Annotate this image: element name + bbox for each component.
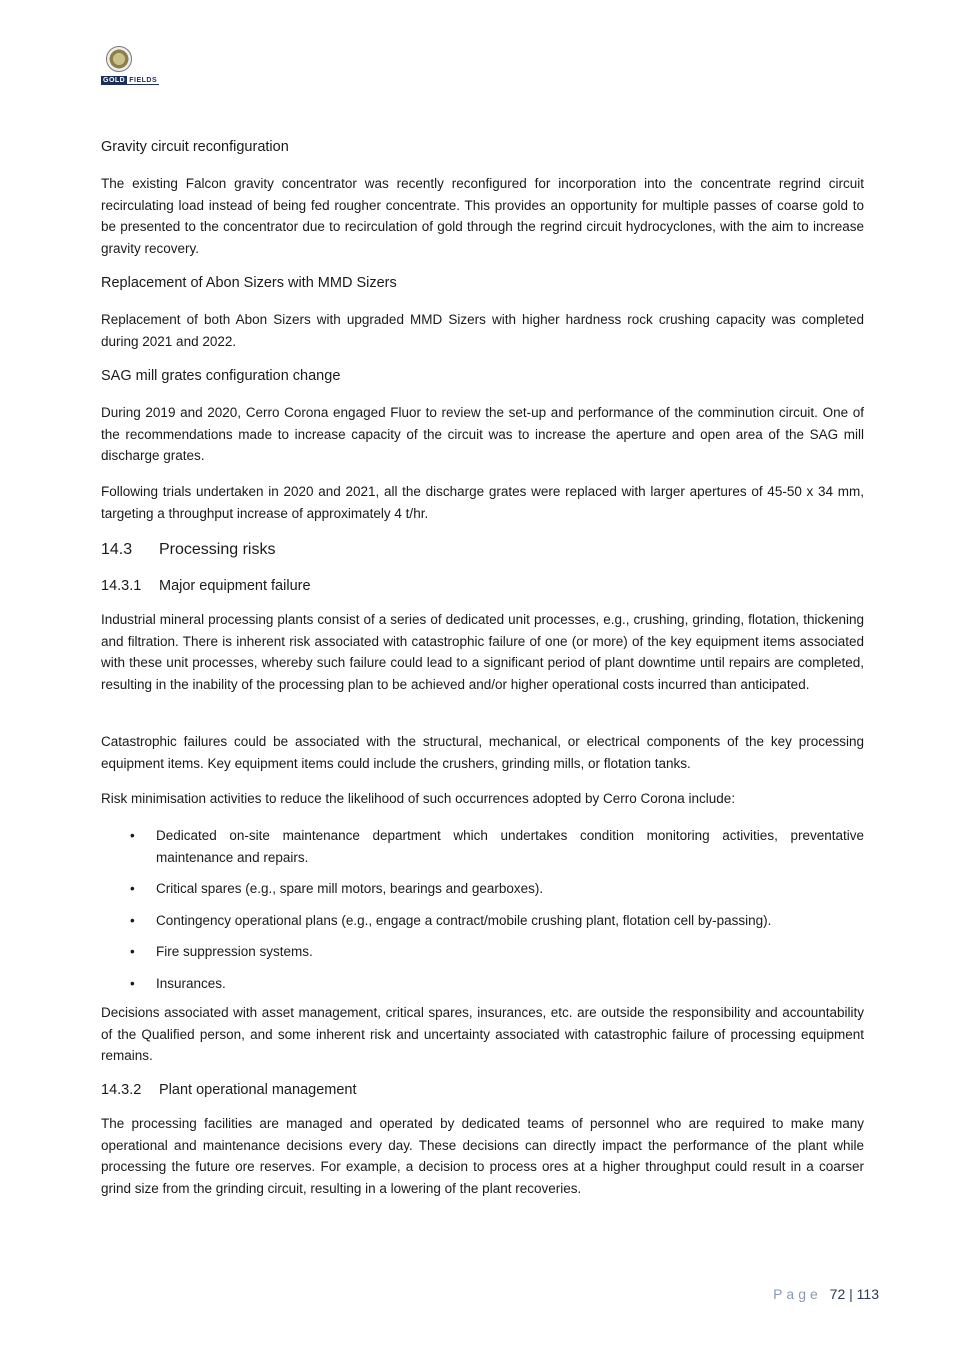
section-number: 14.3.1 [101, 578, 142, 594]
section-number: 14.3 [101, 541, 133, 558]
heading-14-3-1 [101, 578, 311, 594]
page-total: 113 [856, 1286, 879, 1302]
section-title: Major equipment failure [159, 578, 311, 594]
section-number: 14.3.2 [101, 1082, 142, 1098]
list-item: • Contingency operational plans (e.g., engage a contract/mobile crushing plant, flotation cell by-passing). [101, 910, 864, 932]
paragraph: Replacement of both Abon Sizers with upgraded MMD Sizers with higher hardness rock crushing capacity was completed during 2021 and 2022. [101, 312, 864, 349]
paragraph: During 2019 and 2020, Cerro Corona engaged Fluor to review the set-up and performance of the comminution circuit. One of the recommendations made to increase capacity of the circuit was to increase the aperture and open area of the SAG mill discharge grates. [101, 405, 864, 463]
heading-gravity: Gravity circuit reconfiguration [101, 139, 289, 155]
list-item: • Insurances. [101, 973, 864, 995]
paragraph: The existing Falcon gravity concentrator was recently reconfigured for incorporation into the concentrate regrind circuit recirculating load instead of being fed rougher concentrate. This provides an opportunity for multiple passes of coarse gold to be presented to the concentrator due to recirculation of gold through the regrind circuit hydrocyclones, with the aim to increase gravity recovery. [101, 176, 864, 256]
crest-icon [106, 46, 132, 72]
page-separator: | [849, 1286, 853, 1302]
paragraph: Industrial mineral processing plants consist of a series of dedicated unit processes, e.g., crushing, grinding, flotation, thickening and filtration. There is inherent risk associated with catastrophic failure of one (or more) of the key equipment items associated with these unit processes, whereby such failure could lead to a significant period of plant downtime until repairs are completed, resulting in the inability of the processing plan to be achieved and/or higher operational costs incurred than anticipated. [101, 612, 864, 692]
list-item: • Critical spares (e.g., spare mill motors, bearings and gearboxes). [101, 878, 864, 900]
logo-text-fields: FIELDS [129, 77, 158, 84]
section-title: Processing risks [159, 541, 276, 558]
heading-14-3 [101, 541, 275, 559]
paragraph: Catastrophic failures could be associated with the structural, mechanical, or electrical components of the key processing equipment items. Key equipment items could include the crushers, grinding mills, or flotation tanks. [101, 734, 864, 771]
list-item: • Dedicated on-site maintenance department which undertakes condition monitoring activities, preventative maintenance and repairs. [101, 825, 864, 868]
paragraph: Following trials undertaken in 2020 and 2021, all the discharge grates were replaced with larger apertures of 45-50 x 34 mm, targeting a throughput increase of approximately 4 t/hr. [101, 484, 864, 521]
list-item: • Fire suppression systems. [101, 941, 864, 963]
page-label: Page [773, 1286, 822, 1302]
risk-mitigation-list [101, 825, 864, 1004]
logo-wordmark [101, 76, 159, 85]
page-footer [773, 1286, 879, 1302]
heading-sag: SAG mill grates configuration change [101, 368, 341, 384]
logo-text-gold: GOLD [103, 77, 126, 84]
page-number: 72 [829, 1286, 846, 1302]
heading-abon: Replacement of Abon Sizers with MMD Sizers [101, 275, 397, 291]
paragraph: Decisions associated with asset management, critical spares, insurances, etc. are outside the responsibility and accountability of the Qualified person, and some inherent risk and uncertainty associated with catastrophic failure of processing equipment remains. [101, 1005, 864, 1063]
heading-14-3-2 [101, 1082, 357, 1098]
gold-fields-logo [101, 46, 167, 88]
section-title: Plant operational management [159, 1082, 357, 1098]
paragraph: The processing facilities are managed and operated by dedicated teams of personnel who are required to make many operational and maintenance decisions every day. These decisions can directly impact the performance of the plant while processing the future ore reserves. For example, a decision to process ores at a higher throughput could result in a coarser grind size from the grinding circuit, resulting in a lowering of the plant recoveries. [101, 1116, 864, 1196]
paragraph: Risk minimisation activities to reduce the likelihood of such occurrences adopted by Cerro Corona include: [101, 791, 736, 806]
